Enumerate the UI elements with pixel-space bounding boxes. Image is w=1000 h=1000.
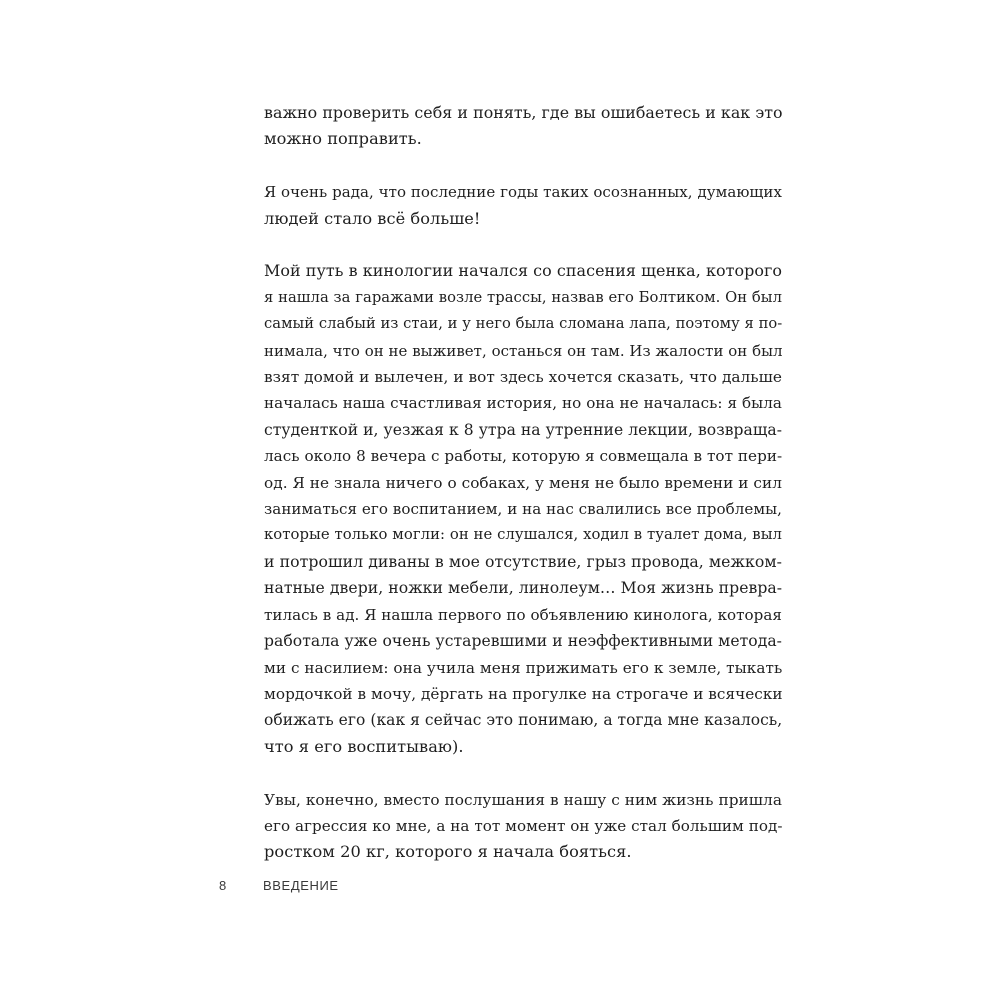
text-line: од. Я не знала ничего о собаках, у меня не было времени и сил [264,473,782,492]
text-line: заниматься его воспитанием, и на нас свалились все проблемы, [264,500,782,519]
page-number: 8 [219,878,227,893]
paragraph-2 [264,179,782,232]
text-line: обижать его (как я сейчас это понимаю, а тогда мне казалось, [264,711,783,730]
text-line: и потрошил диваны в мое отсутствие, грыз провода, межком- [264,551,782,571]
text-line: которые только могли: он не слушался, ходил в туалет дома, выл [264,526,782,544]
text-line: взят домой и вылечен, и вот здесь хочется сказать, что дальше [264,368,782,387]
text-line: людей стало всё больше! [264,208,481,228]
text-line: Мой путь в кинологии начался со спасения щенка, которого [264,261,783,281]
text-line: важно проверить себя и понять, где вы ошибаетесь и как это [264,103,783,122]
text-line: ростком 20 кг, которого я начала бояться. [264,842,632,862]
paragraph-4 [264,787,782,866]
text-line: началась наша счастливая история, но она не началась: я была [264,394,782,413]
text-line: Я очень рада, что последние годы таких осознанных, думающих [264,183,782,202]
text-line: Увы, конечно, вместо послушания в нашу с ним жизнь пришла [264,790,782,809]
body-text [264,100,782,892]
text-line: я нашла за гаражами возле трассы, назвав его Болтиком. Он был [264,288,782,306]
text-line: лась около 8 вечера с работы, которую я совмещала в тот пери- [264,447,783,466]
text-line: можно поправить. [264,129,422,149]
running-section-title: ВВЕДЕНИЕ [263,878,339,893]
text-line: самый слабый из стаи, и у него была сломана лапа, поэтому я по- [264,315,783,333]
text-line: его агрессия ко мне, а на тот момент он уже стал большим под- [264,816,783,835]
text-line: ми с насилием: она учила меня прижимать его к земле, тыкать [264,658,783,677]
paragraph-1 [264,100,782,153]
text-line: нимала, что он не выживет, останься он там. Из жалости он был [264,341,783,360]
text-line: мордочкой в мочу, дёргать на прогулке на строгаче и всячески [264,684,783,703]
paragraph-3 [264,258,782,760]
text-line: студенткой и, уезжая к 8 утра на утренние лекции, возвраща- [264,420,782,439]
text-line: что я его воспитываю). [264,736,464,756]
text-line: работала уже очень устаревшими и неэффективными метода- [264,632,782,651]
text-line: натные двери, ножки мебели, линолеум… Моя жизнь превра- [264,578,783,598]
text-line: тилась в ад. Я нашла первого по объявлению кинолога, которая [264,605,782,624]
